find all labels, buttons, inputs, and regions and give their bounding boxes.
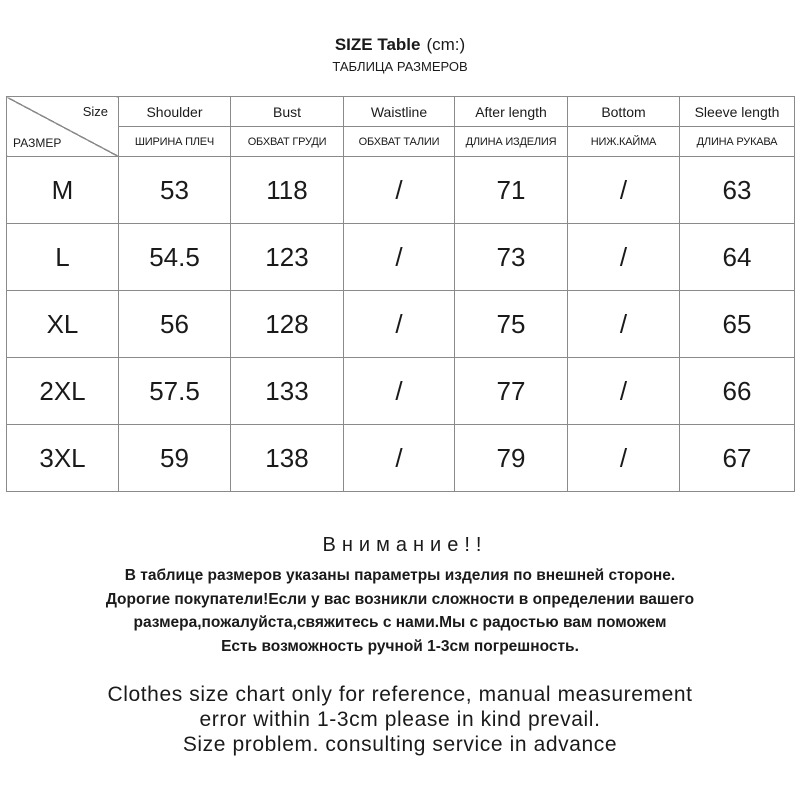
table-row [7,224,795,291]
table-cell: 65 [680,291,795,358]
col-header-waistline: Waistline [344,97,455,127]
col-subheader-bottom: НИЖ.КАЙМА [568,127,680,157]
notice-block [0,530,800,658]
notice-title: Внимание!! [322,534,488,556]
notice-ru-line: Дорогие покупатели!Если у вас возникли сложности в определении вашего [105,590,695,608]
size-table [6,96,795,492]
table-cell: 128 [231,291,344,358]
table-cell: 138 [231,425,344,492]
title-main: SIZE Table [334,35,421,54]
table-row [7,425,795,492]
size-cell: 2XL [7,358,119,425]
table-cell: / [344,224,455,291]
table-cell: 59 [119,425,231,492]
corner-ru-label: РАЗМЕР [13,136,62,150]
table-cell: / [568,358,680,425]
col-header-after-length: After length [455,97,568,127]
table-cell: 53 [119,157,231,224]
table-cell: / [344,358,455,425]
notice-en-text [0,682,800,757]
table-cell: / [568,157,680,224]
notice-en-line: Clothes size chart only for reference, manual measurement [107,683,693,706]
table-row [7,291,795,358]
table-cell: / [568,291,680,358]
table-cell: 133 [231,358,344,425]
notice-en-line: Size problem. consulting service in advance [182,733,618,756]
table-cell: 56 [119,291,231,358]
table-cell: 77 [455,358,568,425]
notice-ru-line: В таблице размеров указаны параметры изделия по внешней стороне. [124,567,676,584]
table-cell: / [344,157,455,224]
col-subheader-sleeve-length: ДЛИНА РУКАВА [680,127,795,157]
header-row-en [7,97,795,127]
size-cell: L [7,224,119,291]
table-title [0,34,800,56]
size-cell: 3XL [7,425,119,492]
col-subheader-after-length: ДЛИНА ИЗДЕЛИЯ [455,127,568,157]
title-unit: (cm:) [426,35,466,54]
corner-cell [7,97,119,157]
table-cell: 57.5 [119,358,231,425]
table-cell: 54.5 [119,224,231,291]
notice-ru-line: размера,пожалуйста,свяжитесь с нами.Мы с радостью вам поможем [133,614,667,631]
size-cell: XL [7,291,119,358]
notice-ru-text [0,564,800,658]
notice-ru-line: Есть возможность ручной 1-3см погрешность. [221,637,579,655]
title-ru: ТАБЛИЦА РАЗМЕРОВ [332,59,468,74]
notice-en-line: error within 1-3cm please in kind prevail. [199,708,601,731]
table-row [7,157,795,224]
table-cell: 71 [455,157,568,224]
table-cell: 75 [455,291,568,358]
table-cell: 79 [455,425,568,492]
corner-size-label: Size [82,104,108,119]
table-cell: 64 [680,224,795,291]
col-header-bust: Bust [231,97,344,127]
size-cell: M [7,157,119,224]
col-header-bottom: Bottom [568,97,680,127]
table-cell: 67 [680,425,795,492]
header-row-ru [7,127,795,157]
table-cell: 123 [231,224,344,291]
col-subheader-bust: ОБХВАТ ГРУДИ [231,127,344,157]
col-subheader-waistline: ОБХВАТ ТАЛИИ [344,127,455,157]
col-subheader-shoulder: ШИРИНА ПЛЕЧ [119,127,231,157]
table-cell: / [568,224,680,291]
table-cell: 66 [680,358,795,425]
table-cell: 118 [231,157,344,224]
table-cell: / [344,291,455,358]
table-cell: / [344,425,455,492]
table-cell: 63 [680,157,795,224]
title-block [0,34,800,76]
table-cell: / [568,425,680,492]
col-header-shoulder: Shoulder [119,97,231,127]
table-cell: 73 [455,224,568,291]
table-row [7,358,795,425]
col-header-sleeve-length: Sleeve length [680,97,795,127]
